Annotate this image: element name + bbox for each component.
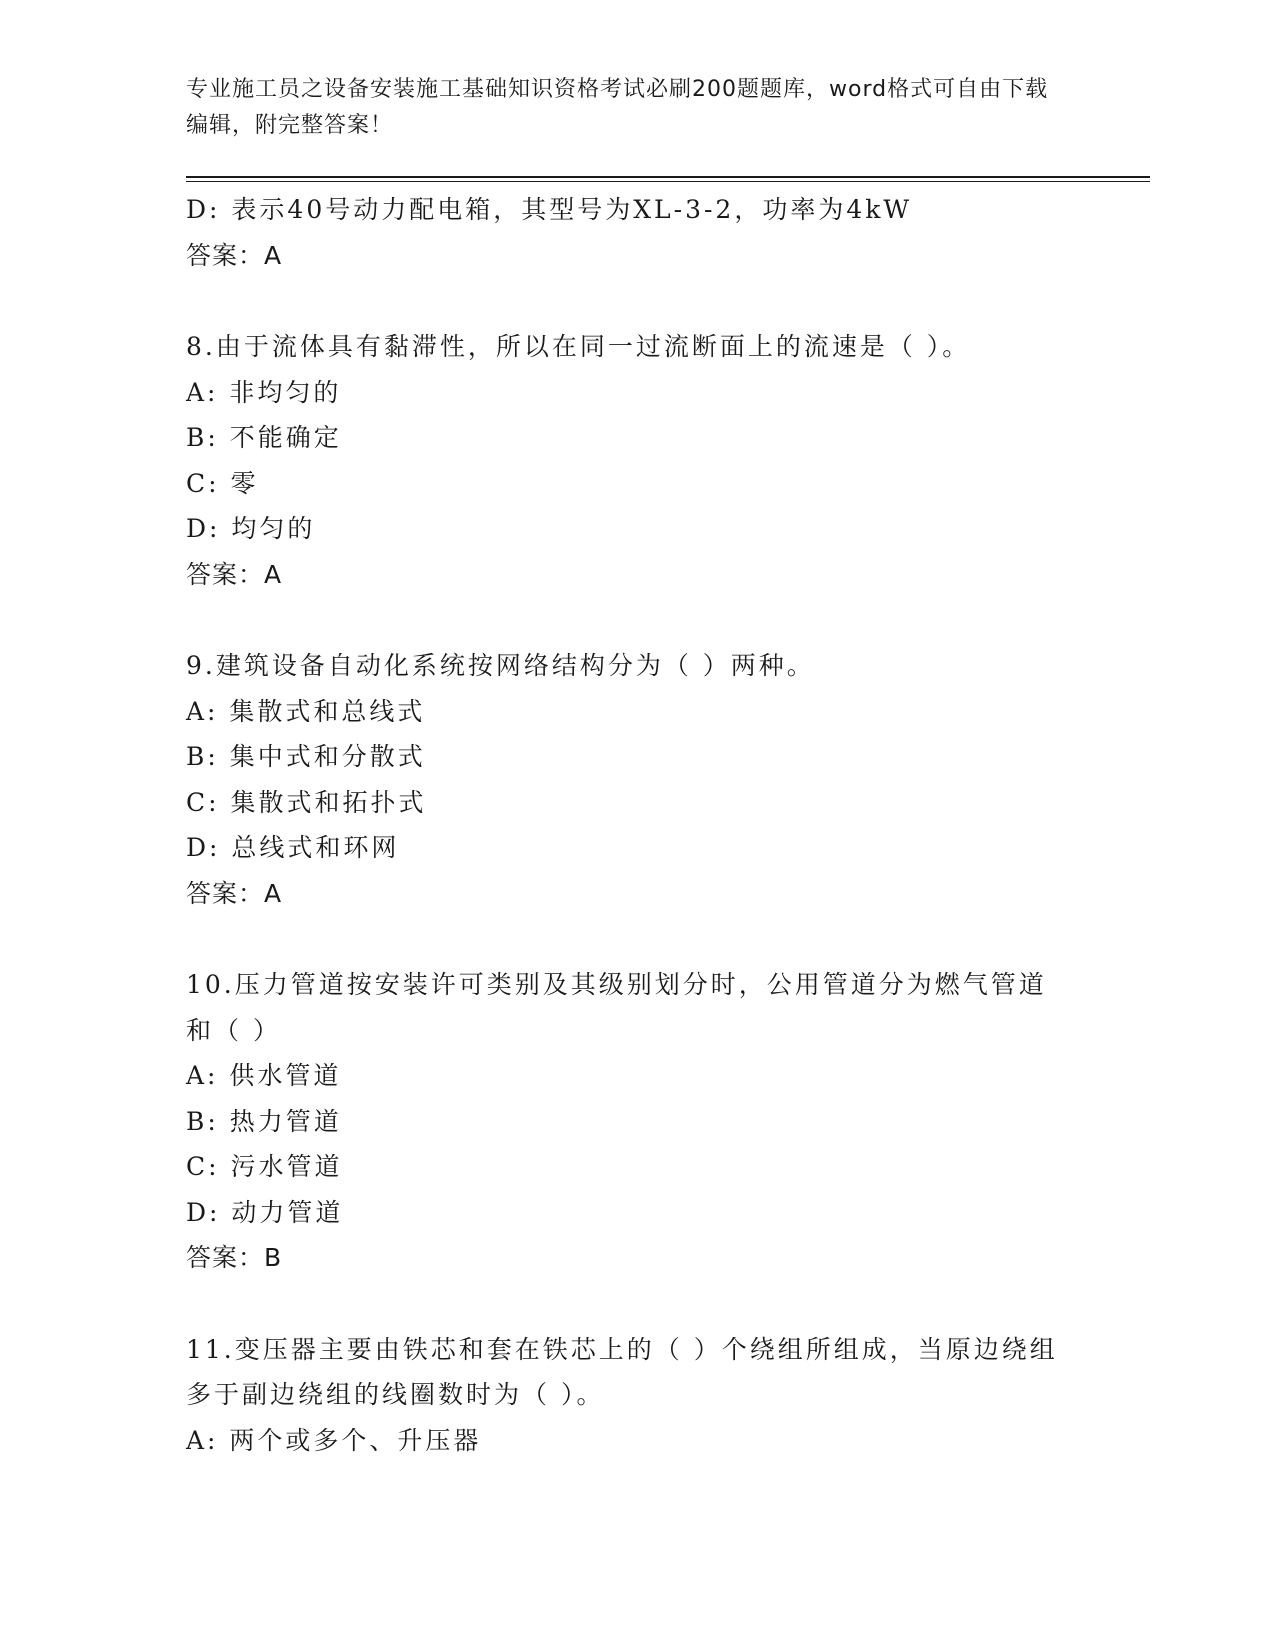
spacer [186,597,1086,643]
spacer [186,916,1086,962]
option-a: A: 非均匀的 [186,377,342,407]
option-b: B: 热力管道 [186,1106,342,1136]
option-a: A: 集散式和总线式 [186,696,426,726]
option-a: A: 供水管道 [186,1061,342,1090]
answer: 答案：A [186,559,283,589]
question-block [186,1327,1086,1464]
question-stem: 8.由于流体具有黏滞性，所以在同一过流断面上的流速是（ ）。 [186,332,971,361]
spacer [186,278,1086,324]
option-b: B: 集中式和分散式 [186,742,426,771]
option-c: C: 污水管道 [186,1152,343,1181]
answer: 答案：A [186,878,283,908]
question-stem: 10.压力管道按安装许可类别及其级别划分时，公用管道分为燃气管道和（ ） [186,970,1047,1045]
option-d: D: 均匀的 [186,514,316,543]
question-block [186,643,1086,916]
option-a: A: 两个或多个、升压器 [186,1425,482,1455]
option-b: B: 不能确定 [186,423,342,452]
prev-option-d: D: 表示40号动力配电箱，其型号为XL-3-2，功率为4kW [186,195,913,224]
option-d: D: 动力管道 [186,1197,344,1227]
question-block [186,962,1086,1281]
option-d: D: 总线式和环网 [186,833,400,862]
header-divider [186,176,1150,178]
question-block [186,324,1086,597]
document-header: 专业施工员之设备安装施工基础知识资格考试必刷200题题库，word格式可自由下载编辑，附完整答案！ [186,77,1049,138]
header-divider-thin [186,181,1150,182]
question-stem: 9.建筑设备自动化系统按网络结构分为（ ）两种。 [186,651,815,680]
option-c: C: 集散式和拓扑式 [186,787,427,817]
option-c: C: 零 [186,468,259,498]
question-stem: 11.变压器主要由铁芯和套在铁芯上的（ ）个绕组所组成，当原边绕组多于副边绕组的线圈数时为（ ）。 [186,1334,1058,1409]
spacer [186,1281,1086,1327]
document-body [186,187,1086,1463]
prev-answer: 答案：A [186,240,283,270]
answer: 答案：B [186,1243,283,1272]
